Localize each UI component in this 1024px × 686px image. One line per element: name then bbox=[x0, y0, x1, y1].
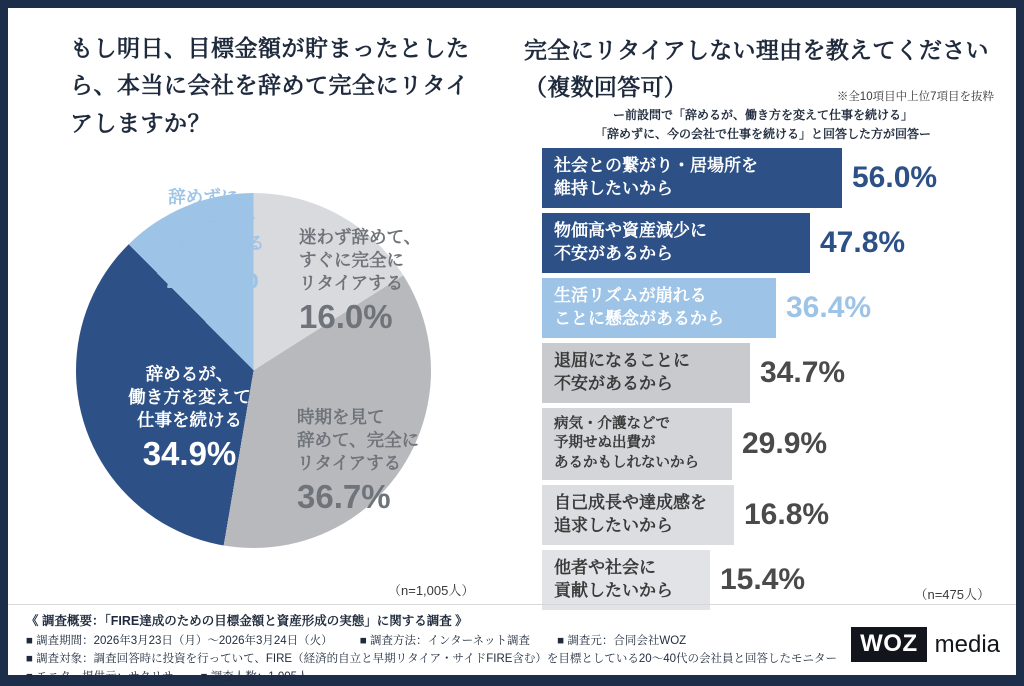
pie-label-retire-immediately-text: 迷わず辞めて、 すぐに完全に リタイアする bbox=[299, 227, 422, 294]
bar-chart bbox=[542, 148, 1004, 615]
bar-label-social-connection: 社会との繋がり・居場所を 維持したいから bbox=[542, 148, 842, 208]
left-chart-title: もし明日、目標金額が貯まったとしたら、本当に会社を辞めて完全にリタイアしますか？ bbox=[70, 35, 470, 136]
pie-label-retire-later-text: 時期を見て 辞めて、完全に リタイアする bbox=[297, 407, 420, 474]
bar-value-life-rhythm: 36.4% bbox=[786, 290, 872, 324]
bar-label-life-rhythm: 生活リズムが崩れる ことに懸念があるから bbox=[542, 278, 776, 338]
pie-label-retire-later bbox=[297, 406, 462, 517]
infographic-card bbox=[8, 8, 1016, 684]
pie-label-change-work-style-text: 辞めるが、 働き方を変えて 仕事を続ける bbox=[128, 364, 251, 431]
logo-text: media bbox=[934, 630, 1000, 658]
survey-period: ■ 調査期間：2026年3月23日（月）〜2026年3月24日（火） bbox=[26, 635, 333, 647]
bar-value-medical-care-costs: 29.9% bbox=[742, 426, 828, 460]
bar-label-inflation-anxiety: 物価高や資産減少に 不安があるから bbox=[542, 213, 810, 273]
right-chart-note-respondents: ー前設問で「辞めるが、働き方を変えて仕事を続ける」 「辞めずに、今の会社で仕事を続ける」と回答した方が回答ー bbox=[594, 108, 931, 142]
pie-label-retire-immediately bbox=[299, 226, 459, 337]
bar-value-boredom: 34.7% bbox=[760, 355, 846, 389]
survey-method: ■ 調査方法：インターネット調査 bbox=[359, 635, 530, 647]
bar-row bbox=[542, 408, 1004, 481]
pie-value-retire-immediately: 16.0% bbox=[299, 298, 393, 336]
bar-row bbox=[542, 148, 1004, 208]
survey-overview-heading: 《 調査概要：「FIRE達成のための目標金額と資産形成の実態」に関する調査 》 bbox=[26, 614, 468, 628]
survey-line-3 bbox=[26, 668, 998, 686]
bar-value-inflation-anxiety: 47.8% bbox=[820, 225, 906, 259]
bar-label-self-growth: 自己成長や達成感を 追求したいから bbox=[542, 485, 734, 545]
logo-mark: WOZ bbox=[851, 627, 926, 662]
bar-row bbox=[542, 343, 1004, 403]
bar-row bbox=[542, 213, 1004, 273]
bar-sample-size: （n=475人） bbox=[914, 587, 990, 602]
bar-value-social-contribution: 15.4% bbox=[720, 563, 806, 596]
bar-value-social-connection: 56.0% bbox=[852, 160, 938, 194]
pie-label-change-work-style bbox=[107, 363, 272, 474]
bar-label-boredom: 退屈になることに 不安があるから bbox=[542, 343, 750, 403]
bar-value-self-growth: 16.8% bbox=[744, 498, 830, 532]
monitor-provider: ■ モニター提供元：サクリサ bbox=[26, 671, 174, 684]
pie-sample-size: （n=1,005人） bbox=[388, 583, 475, 598]
survey-source: ■ 調査元：合同会社WOZ bbox=[557, 635, 687, 647]
bar-label-medical-care-costs: 病気・介護などで 予期せぬ出費が あるかもしれないから bbox=[542, 408, 732, 481]
bar-row bbox=[542, 278, 1004, 338]
bar-label-social-contribution: 他者や社会に 貢献したいから bbox=[542, 550, 710, 610]
survey-target: ■ 調査対象：調査回答時に投資を行っていて、FIRE（経済的自立と早期リタイア・サイドFIRE含む）を目標としている20〜40代の会社員と回答したモニター bbox=[26, 653, 837, 666]
right-chart-note-excerpt: ※全10項目中上位7項目を抜粋 bbox=[836, 91, 994, 103]
bar-row bbox=[542, 485, 1004, 545]
pie-value-retire-later: 36.7% bbox=[297, 478, 391, 516]
pie-value-keep-current-job: 12.4% bbox=[165, 258, 259, 296]
pie-value-change-work-style: 34.9% bbox=[142, 435, 237, 473]
pie-label-keep-current-job bbox=[142, 186, 282, 297]
respondent-count: ■ 調査人数：1,005人 bbox=[200, 671, 309, 684]
right-chart-title: 完全にリタイアしない理由を教えてください（複数回答可） bbox=[524, 37, 989, 100]
pie-label-keep-current-job-text: 辞めずに、 今の会社で 仕事を続ける bbox=[159, 187, 265, 254]
woz-media-logo bbox=[851, 627, 1000, 662]
pie-chart bbox=[54, 178, 474, 578]
